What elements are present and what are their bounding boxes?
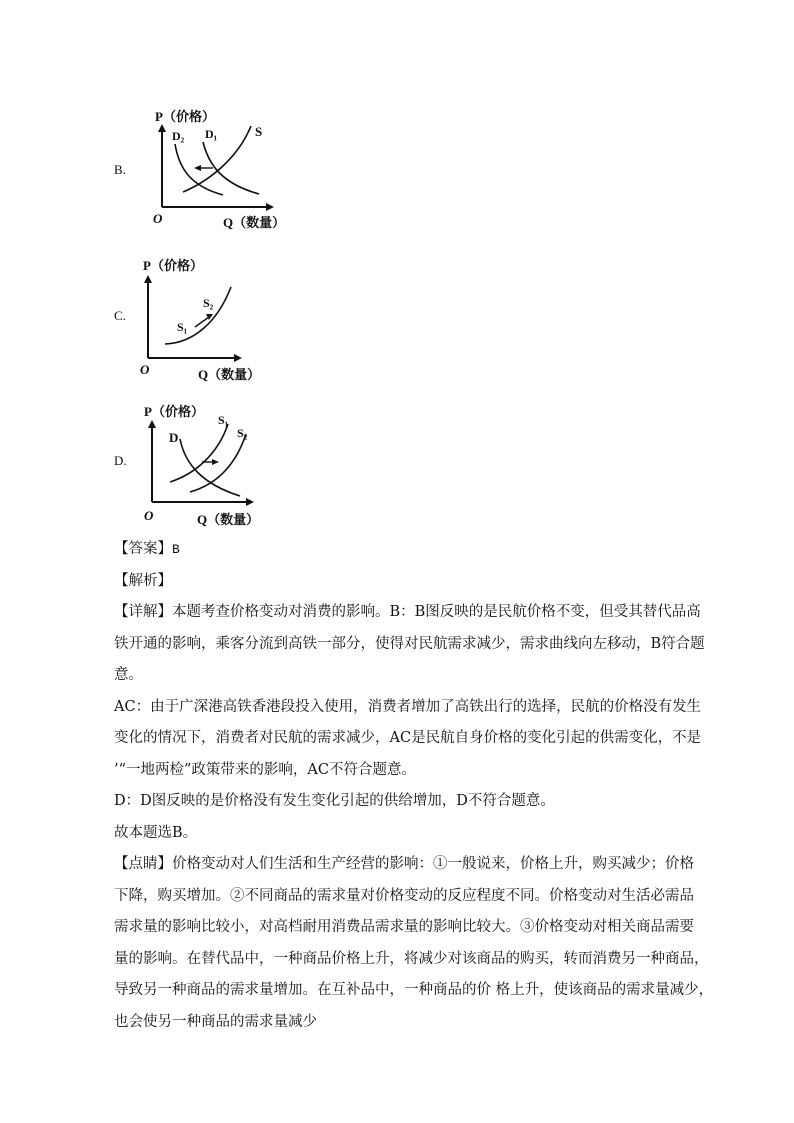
ac-line-3: ’“一地两检”政策带来的影响，AC不符合题意。: [114, 761, 416, 778]
detail-line-1: [114, 597, 701, 629]
detail-line-3: 意。: [114, 667, 143, 683]
option-d-shift-arrowhead: [212, 459, 219, 465]
point-tag: 【点睛】: [114, 856, 172, 872]
option-c-p-label: P（价格）: [143, 258, 203, 273]
point-line-3: 需求量的影响比较小，对高档耐用消费品需求量的影响比较大。③价格变动对相关商品需要: [114, 919, 694, 935]
option-b-p-label: P（价格）: [155, 109, 215, 124]
detail-line-2: 铁开通的影响，乘客分流到高铁一部分，使得对民航需求减少，需求曲线向左移动，B符合题: [114, 635, 705, 652]
option-d-graph: [140, 402, 300, 527]
conclusion-line: 故本题选B。: [114, 824, 198, 841]
detail-tag: 【详解】: [114, 604, 172, 620]
option-c-s1-label: S₁: [177, 320, 188, 334]
point-line-1: [114, 849, 694, 881]
d-line: D：D图反映的是价格没有发生变化引起的供给增加，D不符合题意。: [114, 793, 555, 809]
option-c-origin: O: [140, 362, 150, 377]
option-b-graph: [145, 108, 305, 233]
point-line-2: 下降，购买增加。②不同商品的需求量对价格变动的反应程度不同。价格变动对生活必需品: [114, 887, 694, 904]
option-c-x-arrow: [234, 354, 242, 362]
detail-text-1: 本题考查价格变动对消费的影响。B：B图反映的是民航价格不变，但受其替代品高: [172, 604, 701, 620]
option-b-shift-arrowhead: [194, 165, 201, 171]
option-d-y-arrow: [148, 420, 156, 428]
option-d-origin: O: [144, 508, 154, 523]
answer-section: [114, 534, 714, 1038]
option-b-y-arrow: [158, 124, 166, 132]
option-d-s2-label: S₂: [237, 426, 248, 440]
option-d-q-label: Q（数量）: [197, 512, 260, 527]
option-b-q-label: Q（数量）: [223, 215, 286, 230]
option-b-letter: B.: [114, 162, 126, 177]
option-d-d-label: D: [169, 430, 179, 445]
ac-line-2: 变化的情况下，消费者对民航的需求减少，AC是民航自身价格的变化引起的供需变化，不是: [114, 730, 702, 746]
option-c-s-curve: [165, 287, 231, 344]
option-c-graph: [135, 257, 295, 382]
option-d-s2-curve: [190, 434, 246, 492]
answer-line: [114, 534, 684, 566]
option-c-letter: C.: [114, 308, 126, 323]
option-b-s-label: S: [255, 124, 263, 139]
answer-tag: 【答案】: [114, 541, 172, 557]
option-b-d2-label: D₂: [172, 129, 185, 143]
answer-value: B: [172, 542, 180, 557]
point-line-5: 导致另一种商品的需求量增加。在互补品中，一种商品的价 格上升，使该商品的需求量减少，: [114, 982, 714, 998]
option-c-y-arrow: [144, 275, 152, 283]
option-b-x-arrow: [266, 203, 274, 211]
option-d-d-curve: [180, 439, 240, 496]
option-d-p-label: P（价格）: [144, 404, 204, 419]
point-line-6: 也会使另一种商品的需求量减少: [114, 1013, 317, 1030]
option-d-s1-label: S₁: [218, 413, 229, 427]
point-text-1: 价格变动对人们生活和生产经营的影响：①一般说来，价格上升，购买减少；价格: [172, 856, 694, 872]
option-b-d1-label: D₁: [205, 127, 218, 141]
option-b-origin: O: [153, 211, 163, 226]
option-c-q-label: Q（数量）: [198, 367, 261, 382]
analysis-tag: 【解析】: [114, 572, 172, 589]
option-d-x-arrow: [246, 498, 254, 506]
ac-line-1: AC：由于广深港高铁香港段投入使用，消费者增加了高铁出行的选择，民航的价格没有发生: [114, 698, 702, 715]
option-c-s2-label: S₂: [203, 296, 214, 310]
point-line-4: 量的影响。在替代品中，一种商品价格上升，将减少对该商品的购买，转而消费另一种商品，: [114, 950, 709, 967]
option-d-letter: D.: [114, 453, 127, 468]
